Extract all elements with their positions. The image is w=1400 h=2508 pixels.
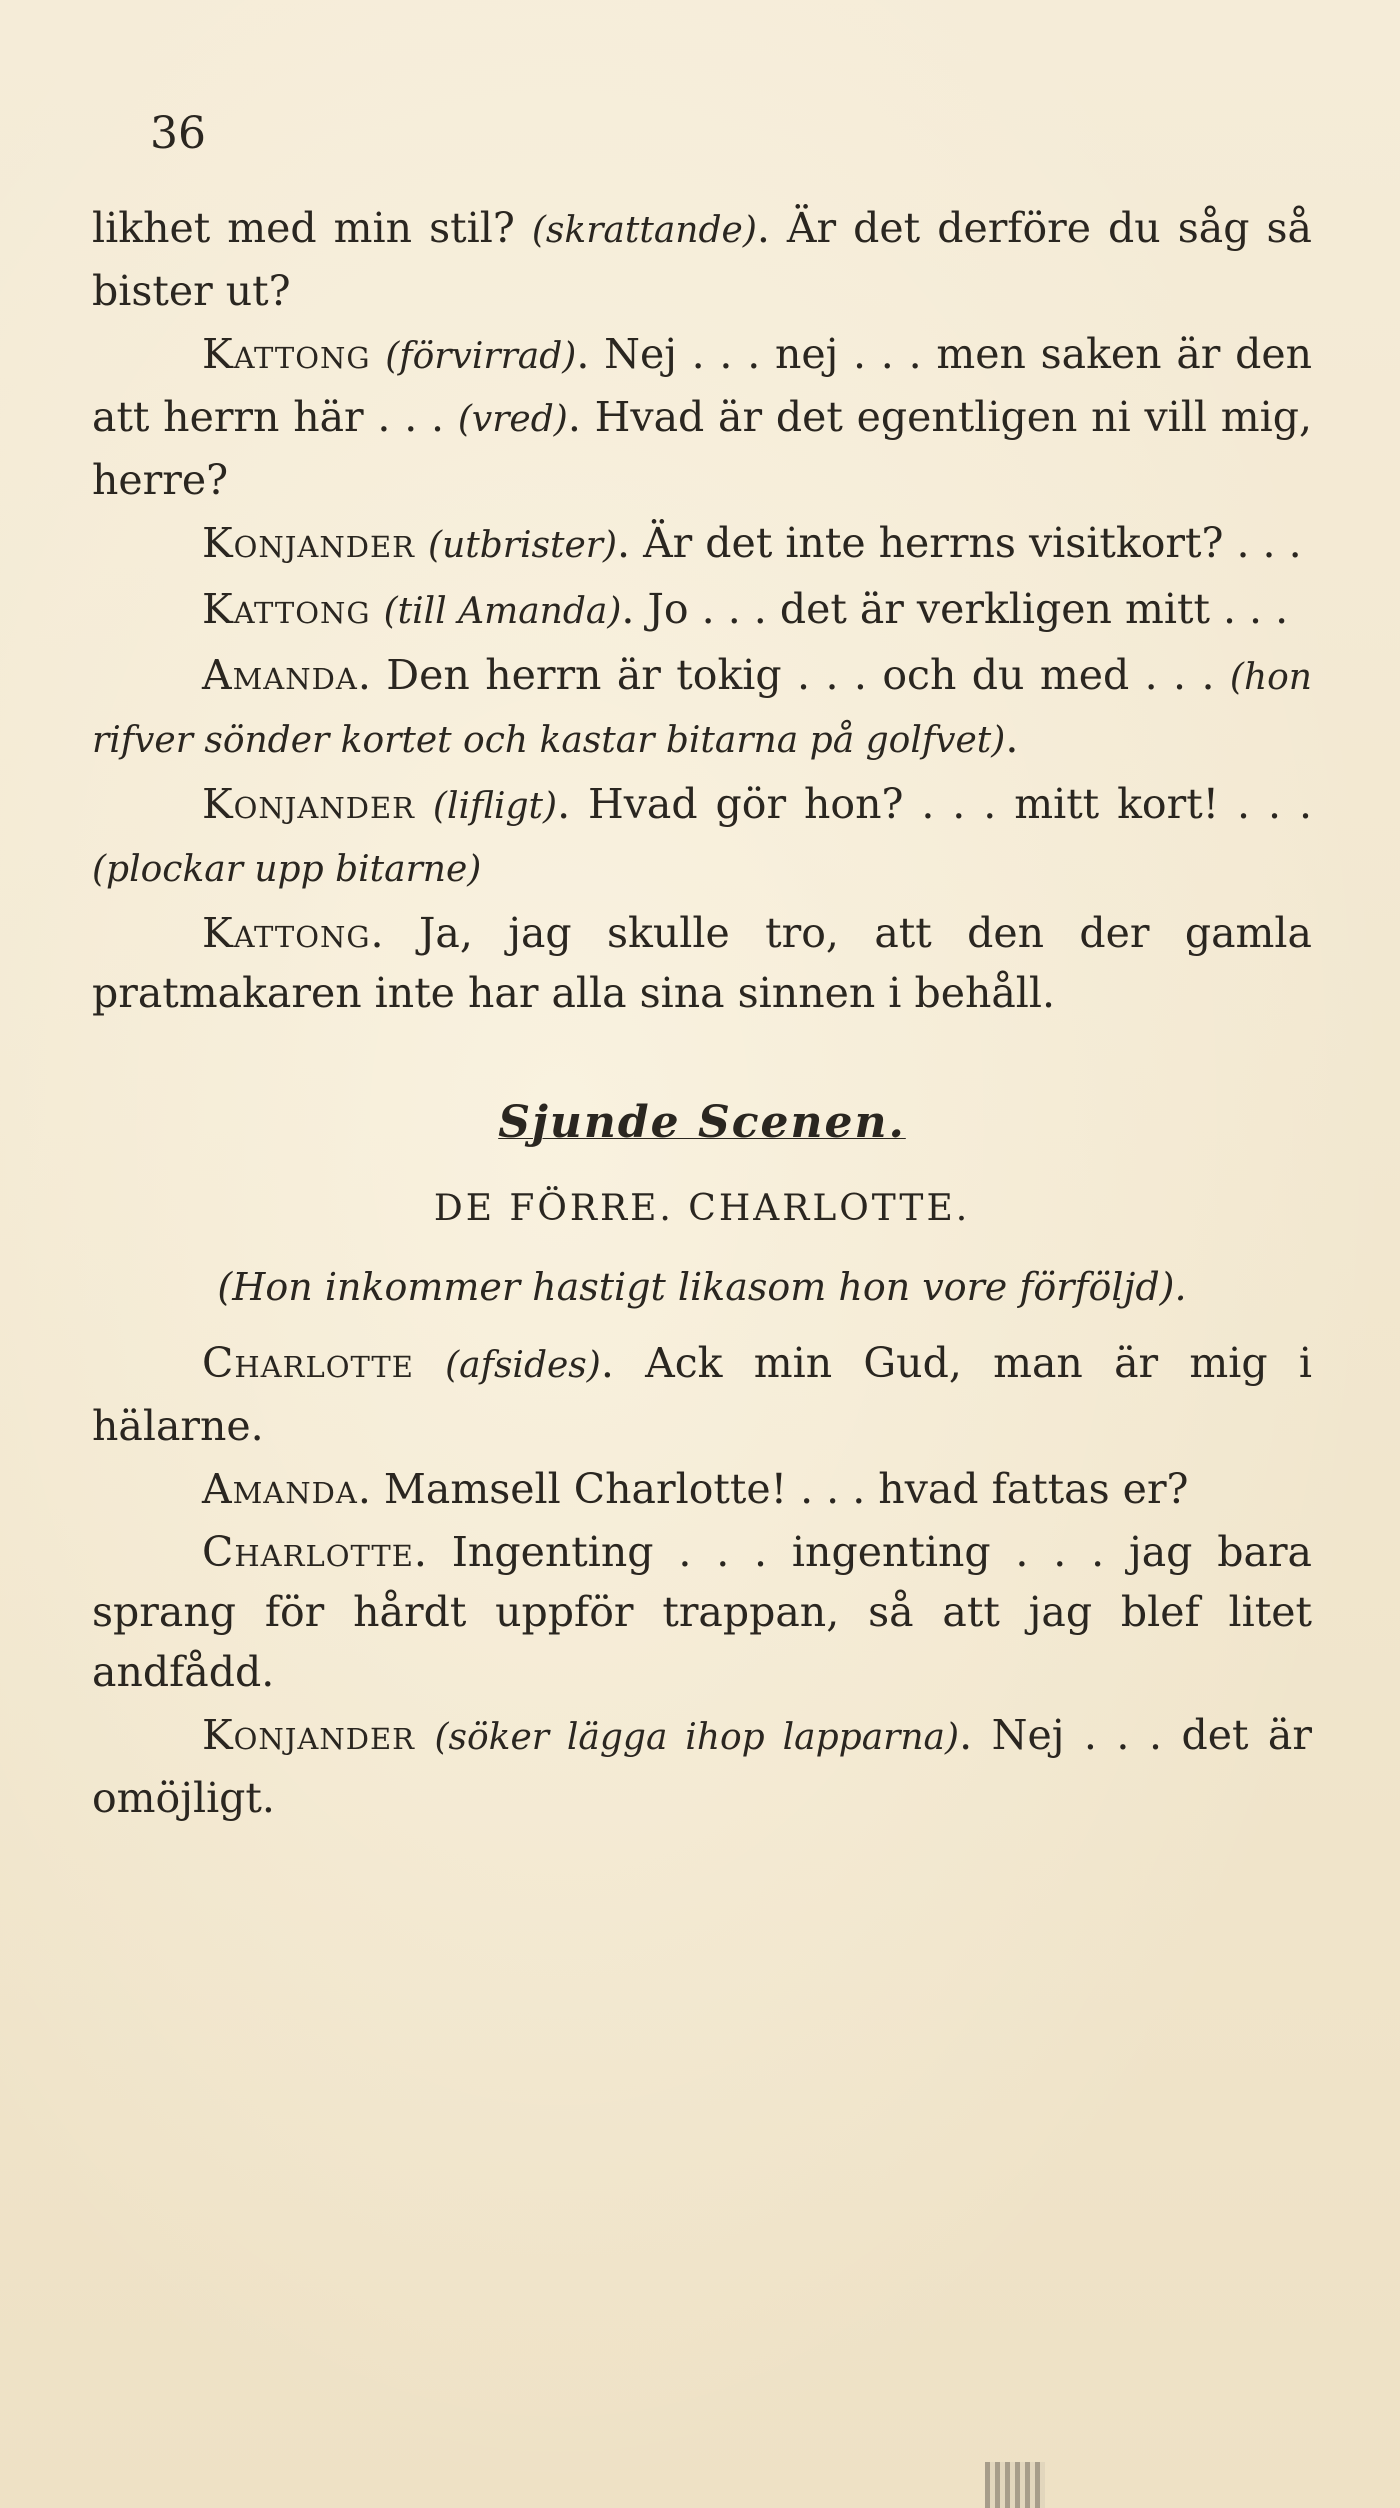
stage-direction: (lifligt) [432,786,558,827]
page-number: 36 [150,108,206,159]
speech [92,1459,1312,1519]
speech [92,324,1312,510]
speech [92,1705,1312,1828]
speech-text: . Ack min Gud, man är mig i hälarne. [92,1339,1312,1450]
speech-text [415,519,428,567]
page-text [92,198,1312,1831]
speech-text: . Nej . . . det är omöjligt. [92,1711,1312,1822]
scene-characters: DE FÖRRE. CHARLOTTE. [433,1188,971,1229]
speech-text: likhet med min stil? [92,204,532,252]
speech [92,1522,1312,1702]
speech [92,513,1312,576]
speaker-name: Konjander [202,519,415,567]
speaker-name: Amanda [202,651,358,699]
speech [92,1333,1312,1456]
speech-text: . Jo . . . det är verkligen mitt . . . [621,585,1289,633]
speaker-name: Kattong [202,909,371,957]
speech-text [371,585,384,633]
speaker-name: Konjander [202,1711,415,1759]
speech-text: . [1005,714,1019,762]
speaker-name: Kattong [202,585,371,633]
speech [92,198,1312,321]
speech [92,645,1312,771]
speech-text [415,1711,434,1759]
speech [92,903,1312,1023]
scene-title: Sjunde Scenen. [498,1097,906,1148]
stage-direction: (hon rifver sönder kortet och kastar bitarna på golfvet) [92,657,1312,761]
speaker-name: Amanda [202,1465,358,1513]
speech-text: . Den herrn är tokig . . . och du med . . . [357,651,1230,699]
speech-text: . Är det inte herrns visitkort? . . . [617,519,1302,567]
stage-direction: (utbrister) [428,525,617,566]
speech [92,774,1312,900]
speech-text [371,330,386,378]
speaker-name: Kattong [202,330,371,378]
dialogue-after-scene [92,1333,1312,1828]
speech-text: . Ingenting . . . ingenting . . . jag bara sprang för hårdt uppför trappan, så att jag blef litet andfådd. [92,1528,1312,1696]
speaker-name: Charlotte [202,1528,414,1576]
stage-direction: (förvirrad) [385,336,577,377]
speaker-name: Konjander [202,780,415,828]
speech-text: . Mamsell Charlotte! . . . hvad fattas er? [357,1465,1189,1513]
speech [92,579,1312,642]
speech-text: . Är det derföre du såg så bister ut? [92,204,1312,315]
printer-mark [985,2462,1045,2508]
speech-text: . Ja, jag skulle tro, att den der gamla pratmakaren inte har alla sina sinnen i behåll. [92,909,1312,1017]
speech-text: . Nej . . . nej . . . men saken är den att herrn här . . . [92,330,1312,441]
stage-direction: (afsides) [445,1345,601,1386]
dialogue-before-scene [92,198,1312,1023]
stage-direction: (söker lägga ihop lapparna) [434,1717,960,1758]
speech-text [415,780,433,828]
speech-text: . Hvad gör hon? . . . mitt kort! . . . [557,780,1312,828]
stage-direction: (plockar upp bitarne) [92,849,482,890]
stage-direction: (till Amanda) [383,591,622,632]
stage-direction: (vred) [457,399,568,440]
stage-direction-entrance: (Hon inkommer hastigt likasom hon vore förföljd). [217,1265,1187,1309]
stage-direction: (skrattande) [531,210,757,251]
speech-text [414,1339,445,1387]
speaker-name: Charlotte [202,1339,414,1387]
speech-text: . Hvad är det egentligen ni vill mig, herre? [92,393,1312,504]
